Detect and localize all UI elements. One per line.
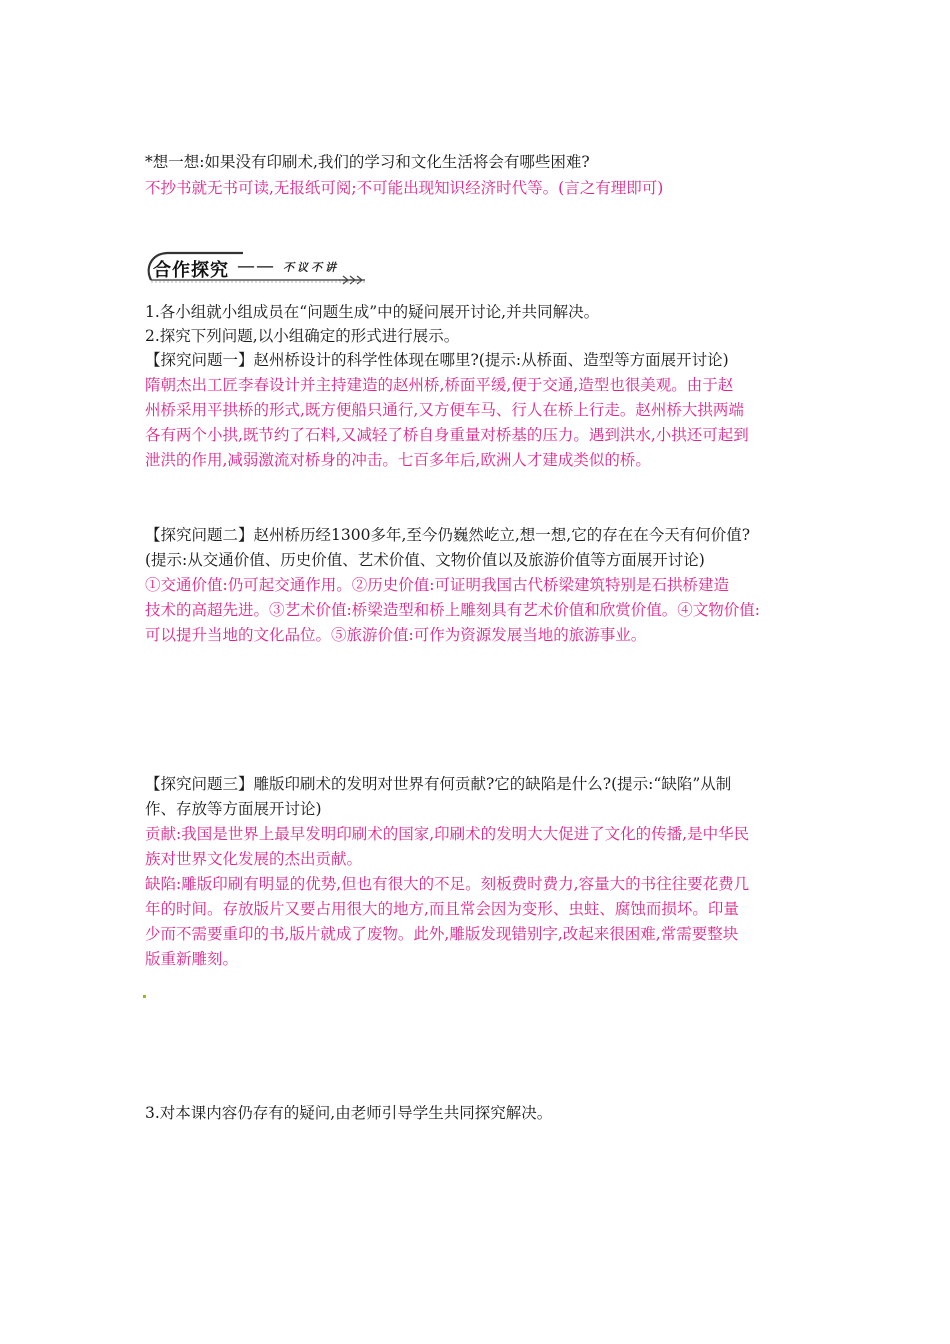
q2-question-line: 【探究问题二】赵州桥历经1300多年,至今仍巍然屹立,想一想,它的存在在今天有何价值? [145,526,751,544]
q3-question-line: 【探究问题三】雕版印刷术的发明对世界有何贡献?它的缺陷是什么?(提示:“缺陷”从制 [145,775,732,793]
q2-answer-line: ①交通价值:仍可起交通作用。②历史价值:可证明我国古代桥梁建筑特别是石拱桥建造 [145,576,729,594]
q2-answer-line: 可以提升当地的文化品位。⑤旅游价值:可作为资源发展当地的旅游事业。 [145,626,647,644]
q3-answer-line: 贡献:我国是世界上最早发明印刷术的国家,印刷术的发明大大促进了文化的传播,是中华民 [145,825,750,843]
q2-question-line: (提示:从交通价值、历史价值、艺术价值、文物价值以及旅游价值等方面展开讨论) [145,551,705,569]
step-2: 2.探究下列问题,以小组确定的形式进行展示。 [145,327,460,345]
step-1: 1.各小组就小组成员在“问题生成”中的疑问展开讨论,并共同解决。 [145,303,600,321]
section-banner [143,250,373,286]
q1-answer-line: 各有两个小拱,既节约了石料,又减轻了桥自身重量对桥基的压力。遇到洪水,小拱还可起到 [145,426,749,444]
q1-question: 【探究问题一】赵州桥设计的科学性体现在哪里?(提示:从桥面、造型等方面展开讨论) [145,351,729,369]
q2-answer-line: 技术的高超先进。③艺术价值:桥梁造型和桥上雕刻具有艺术价值和欣赏价值。④文物价值: [145,601,760,619]
q3-answer-line: 缺陷:雕版印刷有明显的优势,但也有很大的不足。刻板费时费力,容量大的书往往要花费几 [145,875,750,893]
section-title: 合作探究 [153,260,229,281]
think-question: *想一想:如果没有印刷术,我们的学习和文化生活将会有哪些困难? [145,153,590,171]
section-dash: —— [237,256,275,277]
stray-mark [143,995,146,998]
q3-answer-line: 族对世界文化发展的杰出贡献。 [145,850,363,868]
section-subtitle: 不议不讲 [283,261,339,274]
q1-answer-line: 泄洪的作用,减弱激流对桥身的冲击。七百多年后,欧洲人才建成类似的桥。 [145,451,651,469]
q1-answer-line: 隋朝杰出工匠李春设计并主持建造的赵州桥,桥面平缓,便于交通,造型也很美观。由于赵 [145,376,734,394]
q3-answer-line: 年的时间。存放版片又要占用很大的地方,而且常会因为变形、虫蛀、腐蚀而损坏。印量 [145,900,739,918]
q3-question-line: 作、存放等方面展开讨论) [145,800,322,818]
q1-answer-line: 州桥采用平拱桥的形式,既方便船只通行,又方便车马、行人在桥上行走。赵州桥大拱两端 [145,401,744,419]
q3-answer-line: 少而不需要重印的书,版片就成了废物。此外,雕版发现错别字,改起来很困难,常需要整块 [145,925,739,943]
q3-answer-line: 版重新雕刻。 [145,950,239,968]
step-3: 3.对本课内容仍存有的疑问,由老师引导学生共同探究解决。 [145,1104,553,1122]
think-answer: 不抄书就无书可读,无报纸可阅;不可能出现知识经济时代等。(言之有理即可) [145,179,664,197]
